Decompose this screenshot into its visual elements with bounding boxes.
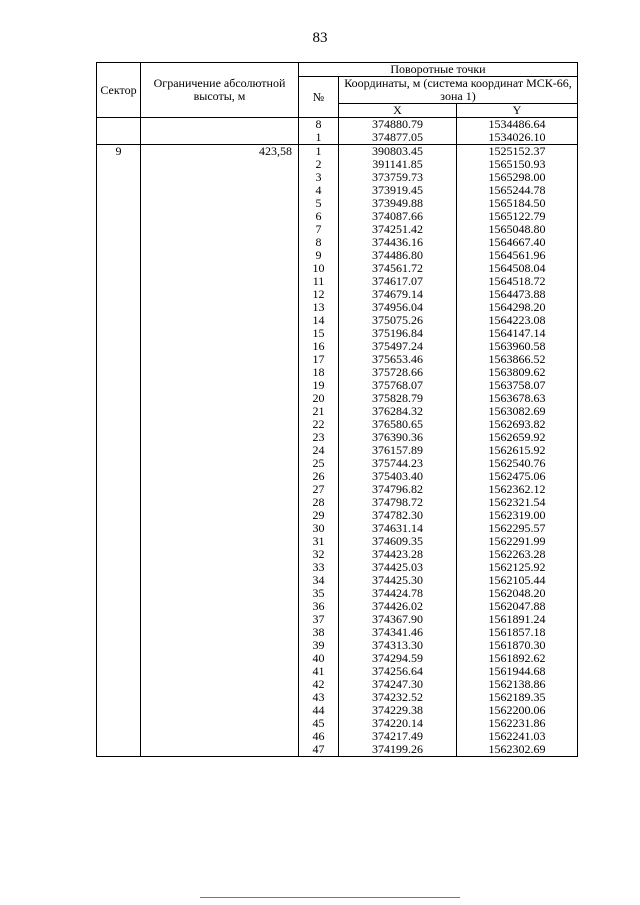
sector-cell [97, 301, 141, 314]
scan-edge-line [200, 897, 460, 898]
point-number-cell: 12 [299, 288, 339, 301]
point-number-cell: 43 [299, 691, 339, 704]
y-coordinate-cell: 1563678.63 [457, 392, 578, 405]
x-coordinate-cell: 375497.24 [339, 340, 457, 353]
point-number-cell: 14 [299, 314, 339, 327]
x-coordinate-cell: 374424.78 [339, 587, 457, 600]
y-coordinate-cell: 1565122.79 [457, 210, 578, 223]
point-number-cell: 31 [299, 535, 339, 548]
altitude-limit-cell [141, 613, 299, 626]
x-coordinate-cell: 375728.66 [339, 366, 457, 379]
point-number-cell: 23 [299, 431, 339, 444]
point-number-cell: 9 [299, 249, 339, 262]
point-number-cell: 42 [299, 678, 339, 691]
point-number-cell: 22 [299, 418, 339, 431]
x-coordinate-cell: 390803.45 [339, 145, 457, 159]
point-number-cell: 15 [299, 327, 339, 340]
x-coordinate-cell: 375403.40 [339, 470, 457, 483]
y-coordinate-cell: 1562362.12 [457, 483, 578, 496]
header-y: Y [457, 104, 578, 118]
altitude-limit-cell [141, 509, 299, 522]
sector-cell [97, 704, 141, 717]
table-row [97, 743, 578, 757]
x-coordinate-cell: 374436.16 [339, 236, 457, 249]
y-coordinate-cell: 1564667.40 [457, 236, 578, 249]
sector-cell [97, 262, 141, 275]
altitude-limit-cell [141, 379, 299, 392]
point-number-cell: 26 [299, 470, 339, 483]
point-number-cell: 38 [299, 626, 339, 639]
altitude-limit-cell [141, 405, 299, 418]
sector-cell [97, 522, 141, 535]
altitude-limit-cell [141, 131, 299, 145]
y-coordinate-cell: 1564508.04 [457, 262, 578, 275]
point-number-cell: 25 [299, 457, 339, 470]
sector-cell [97, 548, 141, 561]
x-coordinate-cell: 374796.82 [339, 483, 457, 496]
y-coordinate-cell: 1561892.62 [457, 652, 578, 665]
altitude-limit-cell [141, 366, 299, 379]
x-coordinate-cell: 374798.72 [339, 496, 457, 509]
y-coordinate-cell: 1564223.08 [457, 314, 578, 327]
sector-cell [97, 509, 141, 522]
x-coordinate-cell: 374247.30 [339, 678, 457, 691]
y-coordinate-cell: 1562615.92 [457, 444, 578, 457]
sector-cell [97, 496, 141, 509]
sector-cell [97, 236, 141, 249]
altitude-limit-cell [141, 600, 299, 613]
y-coordinate-cell: 1563866.52 [457, 353, 578, 366]
point-number-cell: 40 [299, 652, 339, 665]
point-number-cell: 34 [299, 574, 339, 587]
sector-cell: 9 [97, 145, 141, 159]
sector-cell [97, 691, 141, 704]
altitude-limit-cell [141, 353, 299, 366]
y-coordinate-cell: 1564298.20 [457, 301, 578, 314]
altitude-limit-cell [141, 210, 299, 223]
altitude-limit-cell [141, 483, 299, 496]
altitude-limit-cell [141, 743, 299, 757]
sector-cell [97, 340, 141, 353]
x-coordinate-cell: 374341.46 [339, 626, 457, 639]
y-coordinate-cell: 1562319.00 [457, 509, 578, 522]
header-coordinates: Координаты, м (система координат МСК-66, зона 1) [339, 77, 578, 104]
altitude-limit-cell [141, 678, 299, 691]
x-coordinate-cell: 374232.52 [339, 691, 457, 704]
sector-cell [97, 730, 141, 743]
point-number-cell: 20 [299, 392, 339, 405]
point-number-cell: 44 [299, 704, 339, 717]
point-number-cell: 33 [299, 561, 339, 574]
point-number-cell: 32 [299, 548, 339, 561]
altitude-limit-cell [141, 340, 299, 353]
altitude-limit-cell [141, 652, 299, 665]
altitude-limit-cell [141, 301, 299, 314]
y-coordinate-cell: 1563082.69 [457, 405, 578, 418]
x-coordinate-cell: 391141.85 [339, 158, 457, 171]
altitude-limit-cell [141, 314, 299, 327]
x-coordinate-cell: 374425.03 [339, 561, 457, 574]
point-number-cell: 5 [299, 197, 339, 210]
x-coordinate-cell: 374782.30 [339, 509, 457, 522]
sector-cell [97, 353, 141, 366]
sector-cell [97, 743, 141, 757]
point-number-cell: 7 [299, 223, 339, 236]
x-coordinate-cell: 374486.80 [339, 249, 457, 262]
sector-cell [97, 131, 141, 145]
header-turning-points: Поворотные точки [299, 63, 578, 77]
sector-cell [97, 444, 141, 457]
y-coordinate-cell: 1562475.06 [457, 470, 578, 483]
y-coordinate-cell: 1561857.18 [457, 626, 578, 639]
altitude-limit-cell [141, 665, 299, 678]
x-coordinate-cell: 374956.04 [339, 301, 457, 314]
altitude-limit-cell [141, 691, 299, 704]
point-number-cell: 10 [299, 262, 339, 275]
x-coordinate-cell: 374087.66 [339, 210, 457, 223]
y-coordinate-cell: 1562047.88 [457, 600, 578, 613]
x-coordinate-cell: 375075.26 [339, 314, 457, 327]
altitude-limit-cell [141, 392, 299, 405]
point-number-cell: 11 [299, 275, 339, 288]
altitude-limit-cell: 423,58 [141, 145, 299, 159]
point-number-cell: 6 [299, 210, 339, 223]
sector-cell [97, 197, 141, 210]
x-coordinate-cell: 373759.73 [339, 171, 457, 184]
x-coordinate-cell: 374367.90 [339, 613, 457, 626]
altitude-limit-cell [141, 730, 299, 743]
point-number-cell: 17 [299, 353, 339, 366]
y-coordinate-cell: 1564473.88 [457, 288, 578, 301]
x-coordinate-cell: 374256.64 [339, 665, 457, 678]
altitude-limit-cell [141, 496, 299, 509]
y-coordinate-cell: 1564518.72 [457, 275, 578, 288]
point-number-cell: 27 [299, 483, 339, 496]
altitude-limit-cell [141, 639, 299, 652]
altitude-limit-cell [141, 444, 299, 457]
x-coordinate-cell: 374609.35 [339, 535, 457, 548]
y-coordinate-cell: 1534486.64 [457, 118, 578, 132]
previous-sector-rows [97, 118, 578, 145]
y-coordinate-cell: 1565184.50 [457, 197, 578, 210]
sector-cell [97, 561, 141, 574]
y-coordinate-cell: 1562231.86 [457, 717, 578, 730]
altitude-limit-cell [141, 184, 299, 197]
x-coordinate-cell: 374199.26 [339, 743, 457, 757]
point-number-cell: 36 [299, 600, 339, 613]
x-coordinate-cell: 376580.65 [339, 418, 457, 431]
altitude-limit-cell [141, 431, 299, 444]
sector-cell [97, 223, 141, 236]
header-x: X [339, 104, 457, 118]
point-number-cell: 41 [299, 665, 339, 678]
sector-cell [97, 600, 141, 613]
sector-cell [97, 118, 141, 132]
point-number-cell: 2 [299, 158, 339, 171]
sector-cell [97, 665, 141, 678]
altitude-limit-cell [141, 327, 299, 340]
y-coordinate-cell: 1562263.28 [457, 548, 578, 561]
sector-cell [97, 652, 141, 665]
sector-cell [97, 418, 141, 431]
altitude-limit-cell [141, 262, 299, 275]
altitude-limit-cell [141, 574, 299, 587]
altitude-limit-cell [141, 249, 299, 262]
sector-cell [97, 171, 141, 184]
sector-cell [97, 158, 141, 171]
altitude-limit-cell [141, 535, 299, 548]
point-number-cell: 46 [299, 730, 339, 743]
sector-cell [97, 626, 141, 639]
y-coordinate-cell: 1562125.92 [457, 561, 578, 574]
altitude-limit-cell [141, 522, 299, 535]
header-sector: Сектор [97, 63, 141, 118]
y-coordinate-cell: 1562105.44 [457, 574, 578, 587]
sector-cell [97, 587, 141, 600]
x-coordinate-cell: 375828.79 [339, 392, 457, 405]
sector-cell [97, 457, 141, 470]
y-coordinate-cell: 1564147.14 [457, 327, 578, 340]
point-number-cell: 8 [299, 118, 339, 132]
altitude-limit-cell [141, 587, 299, 600]
x-coordinate-cell: 374251.42 [339, 223, 457, 236]
y-coordinate-cell: 1525152.37 [457, 145, 578, 159]
header-number: № [299, 77, 339, 118]
point-number-cell: 21 [299, 405, 339, 418]
altitude-limit-cell [141, 288, 299, 301]
x-coordinate-cell: 375744.23 [339, 457, 457, 470]
altitude-limit-cell [141, 236, 299, 249]
y-coordinate-cell: 1562540.76 [457, 457, 578, 470]
altitude-limit-cell [141, 158, 299, 171]
altitude-limit-cell [141, 118, 299, 132]
y-coordinate-cell: 1562291.99 [457, 535, 578, 548]
sector-cell [97, 379, 141, 392]
x-coordinate-cell: 373919.45 [339, 184, 457, 197]
y-coordinate-cell: 1561944.68 [457, 665, 578, 678]
y-coordinate-cell: 1562302.69 [457, 743, 578, 757]
y-coordinate-cell: 1562189.35 [457, 691, 578, 704]
sector-cell [97, 249, 141, 262]
sector-cell [97, 717, 141, 730]
sector-cell [97, 431, 141, 444]
altitude-limit-cell [141, 717, 299, 730]
point-number-cell: 29 [299, 509, 339, 522]
y-coordinate-cell: 1563960.58 [457, 340, 578, 353]
altitude-limit-cell [141, 548, 299, 561]
sector-9-rows [97, 145, 578, 757]
sector-cell [97, 366, 141, 379]
y-coordinate-cell: 1562138.86 [457, 678, 578, 691]
y-coordinate-cell: 1562295.57 [457, 522, 578, 535]
point-number-cell: 3 [299, 171, 339, 184]
point-number-cell: 4 [299, 184, 339, 197]
x-coordinate-cell: 374631.14 [339, 522, 457, 535]
altitude-limit-cell [141, 626, 299, 639]
y-coordinate-cell: 1562321.54 [457, 496, 578, 509]
x-coordinate-cell: 374425.30 [339, 574, 457, 587]
x-coordinate-cell: 374220.14 [339, 717, 457, 730]
altitude-limit-cell [141, 457, 299, 470]
sector-cell [97, 210, 141, 223]
x-coordinate-cell: 374294.59 [339, 652, 457, 665]
y-coordinate-cell: 1564561.96 [457, 249, 578, 262]
page-number: 83 [312, 30, 328, 46]
x-coordinate-cell: 374426.02 [339, 600, 457, 613]
point-number-cell: 19 [299, 379, 339, 392]
altitude-limit-cell [141, 171, 299, 184]
x-coordinate-cell: 375653.46 [339, 353, 457, 366]
table-row [97, 131, 578, 145]
header-altitude-limit: Ограничение абсолютной высоты, м [141, 63, 299, 118]
x-coordinate-cell: 376157.89 [339, 444, 457, 457]
altitude-limit-cell [141, 223, 299, 236]
sector-cell [97, 184, 141, 197]
x-coordinate-cell: 374217.49 [339, 730, 457, 743]
sector-cell [97, 405, 141, 418]
altitude-limit-cell [141, 418, 299, 431]
point-number-cell: 16 [299, 340, 339, 353]
point-number-cell: 8 [299, 236, 339, 249]
y-coordinate-cell: 1565298.00 [457, 171, 578, 184]
altitude-limit-cell [141, 561, 299, 574]
point-number-cell: 30 [299, 522, 339, 535]
altitude-limit-cell [141, 470, 299, 483]
sector-cell [97, 327, 141, 340]
y-coordinate-cell: 1561870.30 [457, 639, 578, 652]
x-coordinate-cell: 374877.05 [339, 131, 457, 145]
point-number-cell: 1 [299, 145, 339, 159]
y-coordinate-cell: 1562241.03 [457, 730, 578, 743]
x-coordinate-cell: 374229.38 [339, 704, 457, 717]
altitude-limit-cell [141, 275, 299, 288]
y-coordinate-cell: 1562048.20 [457, 587, 578, 600]
point-number-cell: 18 [299, 366, 339, 379]
x-coordinate-cell: 376284.32 [339, 405, 457, 418]
point-number-cell: 1 [299, 131, 339, 145]
y-coordinate-cell: 1561891.24 [457, 613, 578, 626]
x-coordinate-cell: 374423.28 [339, 548, 457, 561]
x-coordinate-cell: 375196.84 [339, 327, 457, 340]
sector-cell [97, 639, 141, 652]
point-number-cell: 13 [299, 301, 339, 314]
altitude-limit-cell [141, 197, 299, 210]
y-coordinate-cell: 1562659.92 [457, 431, 578, 444]
sector-cell [97, 392, 141, 405]
y-coordinate-cell: 1563809.62 [457, 366, 578, 379]
coordinates-table [96, 62, 578, 757]
y-coordinate-cell: 1562693.82 [457, 418, 578, 431]
point-number-cell: 35 [299, 587, 339, 600]
y-coordinate-cell: 1565150.93 [457, 158, 578, 171]
sector-cell [97, 470, 141, 483]
sector-cell [97, 535, 141, 548]
point-number-cell: 47 [299, 743, 339, 757]
x-coordinate-cell: 375768.07 [339, 379, 457, 392]
y-coordinate-cell: 1565048.80 [457, 223, 578, 236]
sector-cell [97, 678, 141, 691]
sector-cell [97, 275, 141, 288]
y-coordinate-cell: 1563758.07 [457, 379, 578, 392]
x-coordinate-cell: 374561.72 [339, 262, 457, 275]
point-number-cell: 24 [299, 444, 339, 457]
y-coordinate-cell: 1565244.78 [457, 184, 578, 197]
y-coordinate-cell: 1534026.10 [457, 131, 578, 145]
x-coordinate-cell: 374679.14 [339, 288, 457, 301]
x-coordinate-cell: 376390.36 [339, 431, 457, 444]
point-number-cell: 45 [299, 717, 339, 730]
sector-cell [97, 574, 141, 587]
sector-cell [97, 314, 141, 327]
point-number-cell: 28 [299, 496, 339, 509]
sector-cell [97, 613, 141, 626]
x-coordinate-cell: 374880.79 [339, 118, 457, 132]
altitude-limit-cell [141, 704, 299, 717]
sector-cell [97, 483, 141, 496]
x-coordinate-cell: 374313.30 [339, 639, 457, 652]
point-number-cell: 37 [299, 613, 339, 626]
sector-cell [97, 288, 141, 301]
x-coordinate-cell: 374617.07 [339, 275, 457, 288]
x-coordinate-cell: 373949.88 [339, 197, 457, 210]
table-row [97, 118, 578, 132]
point-number-cell: 39 [299, 639, 339, 652]
y-coordinate-cell: 1562200.06 [457, 704, 578, 717]
table-row [97, 145, 578, 159]
